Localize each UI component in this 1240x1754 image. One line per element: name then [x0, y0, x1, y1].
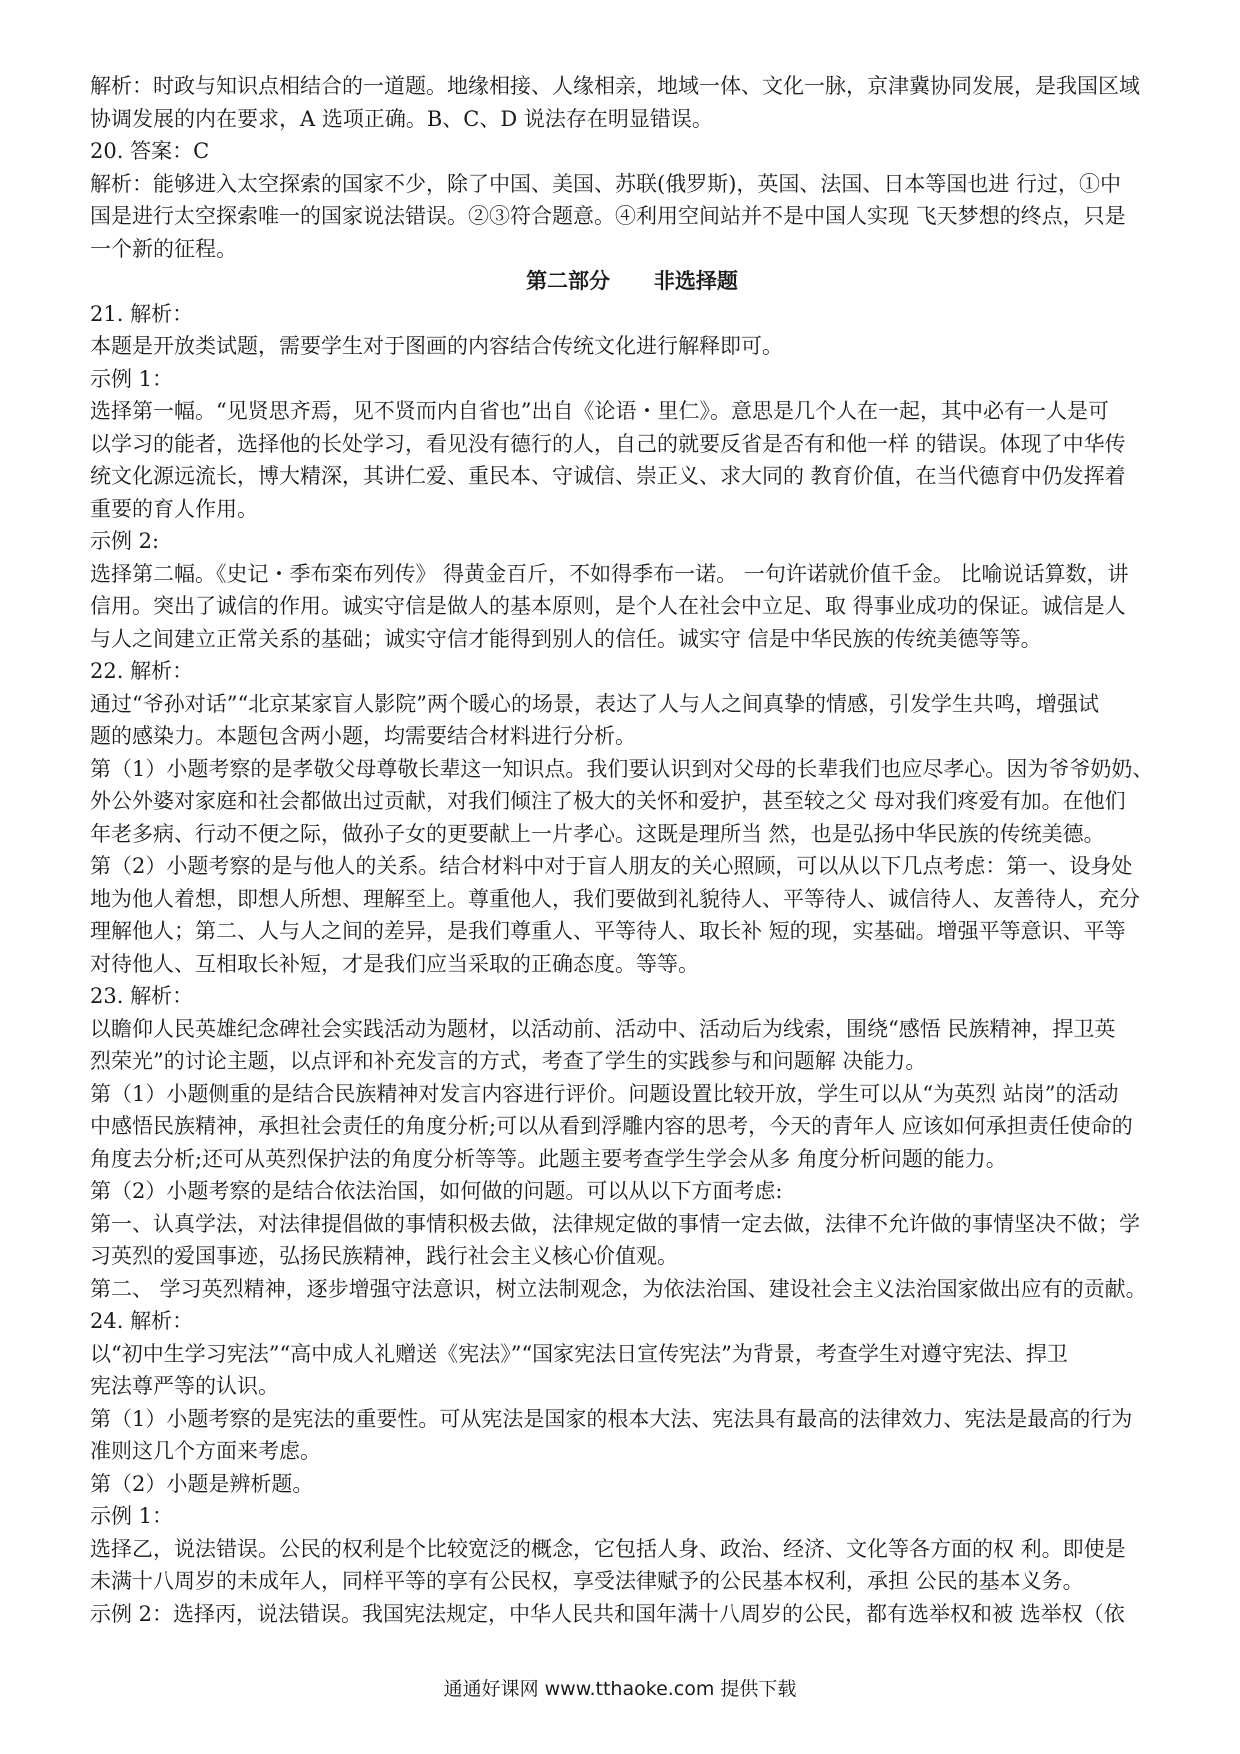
text-line: 第（1）小题考察的是孝敬父母尊敬长辈这一知识点。我们要认识到对父母的长辈我们也应尽孝心。因为爷爷奶奶、	[90, 756, 1154, 781]
text-line: 准则这几个方面来考虑。	[90, 1439, 321, 1463]
text-line: 示例 1：	[90, 366, 174, 391]
text-line: 烈荣光”的讨论主题，以点评和补充发言的方式，考查了学生的实践参与和问题解 决能力。	[90, 1049, 927, 1073]
text-line: 解析：能够进入太空探索的国家不少，除了中国、美国、苏联(俄罗斯)，英国、法国、日本等国也进 行过，①中	[90, 171, 1122, 196]
text-line: 统文化源远流长，博大精深，其讲仁爱、重民本、守诚信、崇正义、求大同的 教育价值，在当代德育中仍发挥着	[90, 464, 1126, 488]
text-line: 第（2）小题考察的是结合依法治国，如何做的问题。可以从以下方面考虑:	[90, 1179, 783, 1203]
text-line: 第二、 学习英烈精神，逐步增强守法意识，树立法制观念，为依法治国、建设社会主义法治国家做出应有的贡献。	[90, 1276, 1147, 1301]
text-line: 协调发展的内在要求，A 选项正确。B、C、D 说法存在明显错误。	[90, 106, 713, 131]
text-line: 宪法尊严等的认识。	[90, 1374, 279, 1398]
text-line: 21. 解析：	[90, 301, 194, 326]
text-line: 中感悟民族精神，承担社会责任的角度分析;可以从看到浮雕内容的思考，今天的青年人 应该如何承担责任使命的	[90, 1114, 1133, 1138]
text-line: 与人之间建立正常关系的基础；诚实守信才能得到别人的信任。诚实守 信是中华民族的传统美德等等。	[90, 626, 1042, 651]
text-line: 以学习的能者，选择他的长处学习，看见没有德行的人，自己的就要反省是否有和他一样 的错误。体现了中华传	[90, 431, 1126, 456]
answer-block-top	[90, 70, 1174, 265]
page-footer: 通通好课网 www.tthaoke.com 提供下载	[443, 1678, 797, 1700]
text-line: 选择第一幅。“见贤思齐焉，见不贤而内自省也”出自《论语・里仁》。意思是几个人在一起，其中必有一人是可	[90, 399, 1109, 423]
text-line: 习英烈的爱国事迹，弘扬民族精神，践行社会主义核心价值观。	[90, 1244, 678, 1268]
text-line: 第一、认真学法，对法律提倡做的事情积极去做，法律规定做的事情一定去做，法律不允许做的事情坚决不做；学	[90, 1211, 1140, 1236]
text-line: 信用。突出了诚信的作用。诚实守信是做人的基本原则，是个人在社会中立足、取 得事业成功的保证。诚信是人	[90, 594, 1126, 618]
text-line: 年老多病、行动不便之际，做孙子女的更要献上一片孝心。这既是理所当 然，也是弘扬中华民族的传统美德。	[90, 821, 1105, 846]
text-line: 外公外婆对家庭和社会都做出过贡献，对我们倾注了极大的关怀和爱护，甚至较之父 母对我们疼爱有加。在他们	[90, 789, 1126, 813]
text-line: 选择第二幅。《史记・季布栾布列传》 得黄金百斤，不如得季布一诺。 一句许诺就价值千金。 比喻说话算数，讲	[90, 561, 1129, 586]
text-line: 24. 解析：	[90, 1309, 194, 1333]
text-line: 第（1）小题侧重的是结合民族精神对发言内容进行评价。问题设置比较开放，学生可以从“为英烈 站岗”的活动	[90, 1081, 1119, 1106]
text-line: 第（1）小题考察的是宪法的重要性。可从宪法是国家的根本大法、宪法具有最高的法律效力、宪法是最高的行为	[90, 1406, 1133, 1431]
text-line: 解析：时政与知识点相结合的一道题。地缘相接、人缘相亲，地域一体、文化一脉，京津冀协同发展，是我国区域	[90, 74, 1140, 98]
text-line: 23. 解析：	[90, 984, 194, 1008]
text-line: 国是进行太空探索唯一的国家说法错误。②③符合题意。④利用空间站并不是中国人实现 飞天梦想的终点，只是	[90, 204, 1126, 228]
text-line: 示例 2:	[90, 529, 160, 553]
text-line: 以瞻仰人民英雄纪念碑社会实践活动为题材，以活动前、活动中、活动后为线索，围绕“感悟 民族精神，捍卫英	[90, 1016, 1116, 1041]
text-line: 通过“爷孙对话”“北京某家盲人影院”两个暖心的场景，表达了人与人之间真挚的情感，引发学生共鸣，增强试	[90, 691, 1099, 716]
text-line: 题的感染力。本题包含两小题，均需要结合材料进行分析。	[90, 724, 636, 748]
text-line: 角度去分析;还可从英烈保护法的角度分析等等。此题主要考查学生学会从多 角度分析问题的能力。	[90, 1146, 1007, 1171]
text-line: 22. 解析：	[90, 659, 194, 683]
text-line: 理解他人；第二、人与人之间的差异，是我们尊重人、平等待人、取长补 短的现，实基础。增强平等意识、平等	[90, 919, 1126, 943]
text-line: 选择乙，说法错误。公民的权利是个比较宽泛的概念，它包括人身、政治、经济、文化等各方面的权 利。即使是	[90, 1536, 1126, 1561]
text-line: 以“初中生学习宪法”“高中成人礼赠送《宪法》”“国家宪法日宣传宪法”为背景，考查学生对遵守宪法、捍卫	[90, 1341, 1068, 1366]
text-line: 地为他人着想，即想人所想、理解至上。尊重他人，我们要做到礼貌待人、平等待人、诚信待人、友善待人，充分	[90, 886, 1140, 911]
text-line: 本题是开放类试题，需要学生对于图画的内容结合传统文化进行解释即可。	[90, 334, 783, 358]
section-title: 第二部分 非选择题	[526, 269, 738, 293]
text-line: 第（2）小题是辨析题。	[90, 1471, 314, 1496]
text-line: 对待他人、互相取长补短，才是我们应当采取的正确态度。等等。	[90, 951, 699, 976]
text-line: 未满十八周岁的未成年人，同样平等的享有公民权，享受法律赋予的公民基本权利，承担 公民的基本义务。	[90, 1569, 1084, 1593]
answer-block-main	[90, 298, 1174, 1663]
text-line: 一个新的征程。	[90, 236, 237, 261]
text-line	[90, 1630, 1174, 1663]
text-line: 重要的育人作用。	[90, 496, 258, 521]
text-line: 示例 2：选择丙，说法错误。我国宪法规定，中华人民共和国年满十八周岁的公民，都有选举权和被 选举权（依	[90, 1601, 1125, 1626]
text-line: 第（2）小题考察的是与他人的关系。结合材料中对于盲人朋友的关心照顾，可以从以下几点考虑：第一、设身处	[90, 854, 1133, 878]
text-line: 示例 1：	[90, 1504, 174, 1528]
text-line: 20. 答案：C	[90, 139, 210, 163]
